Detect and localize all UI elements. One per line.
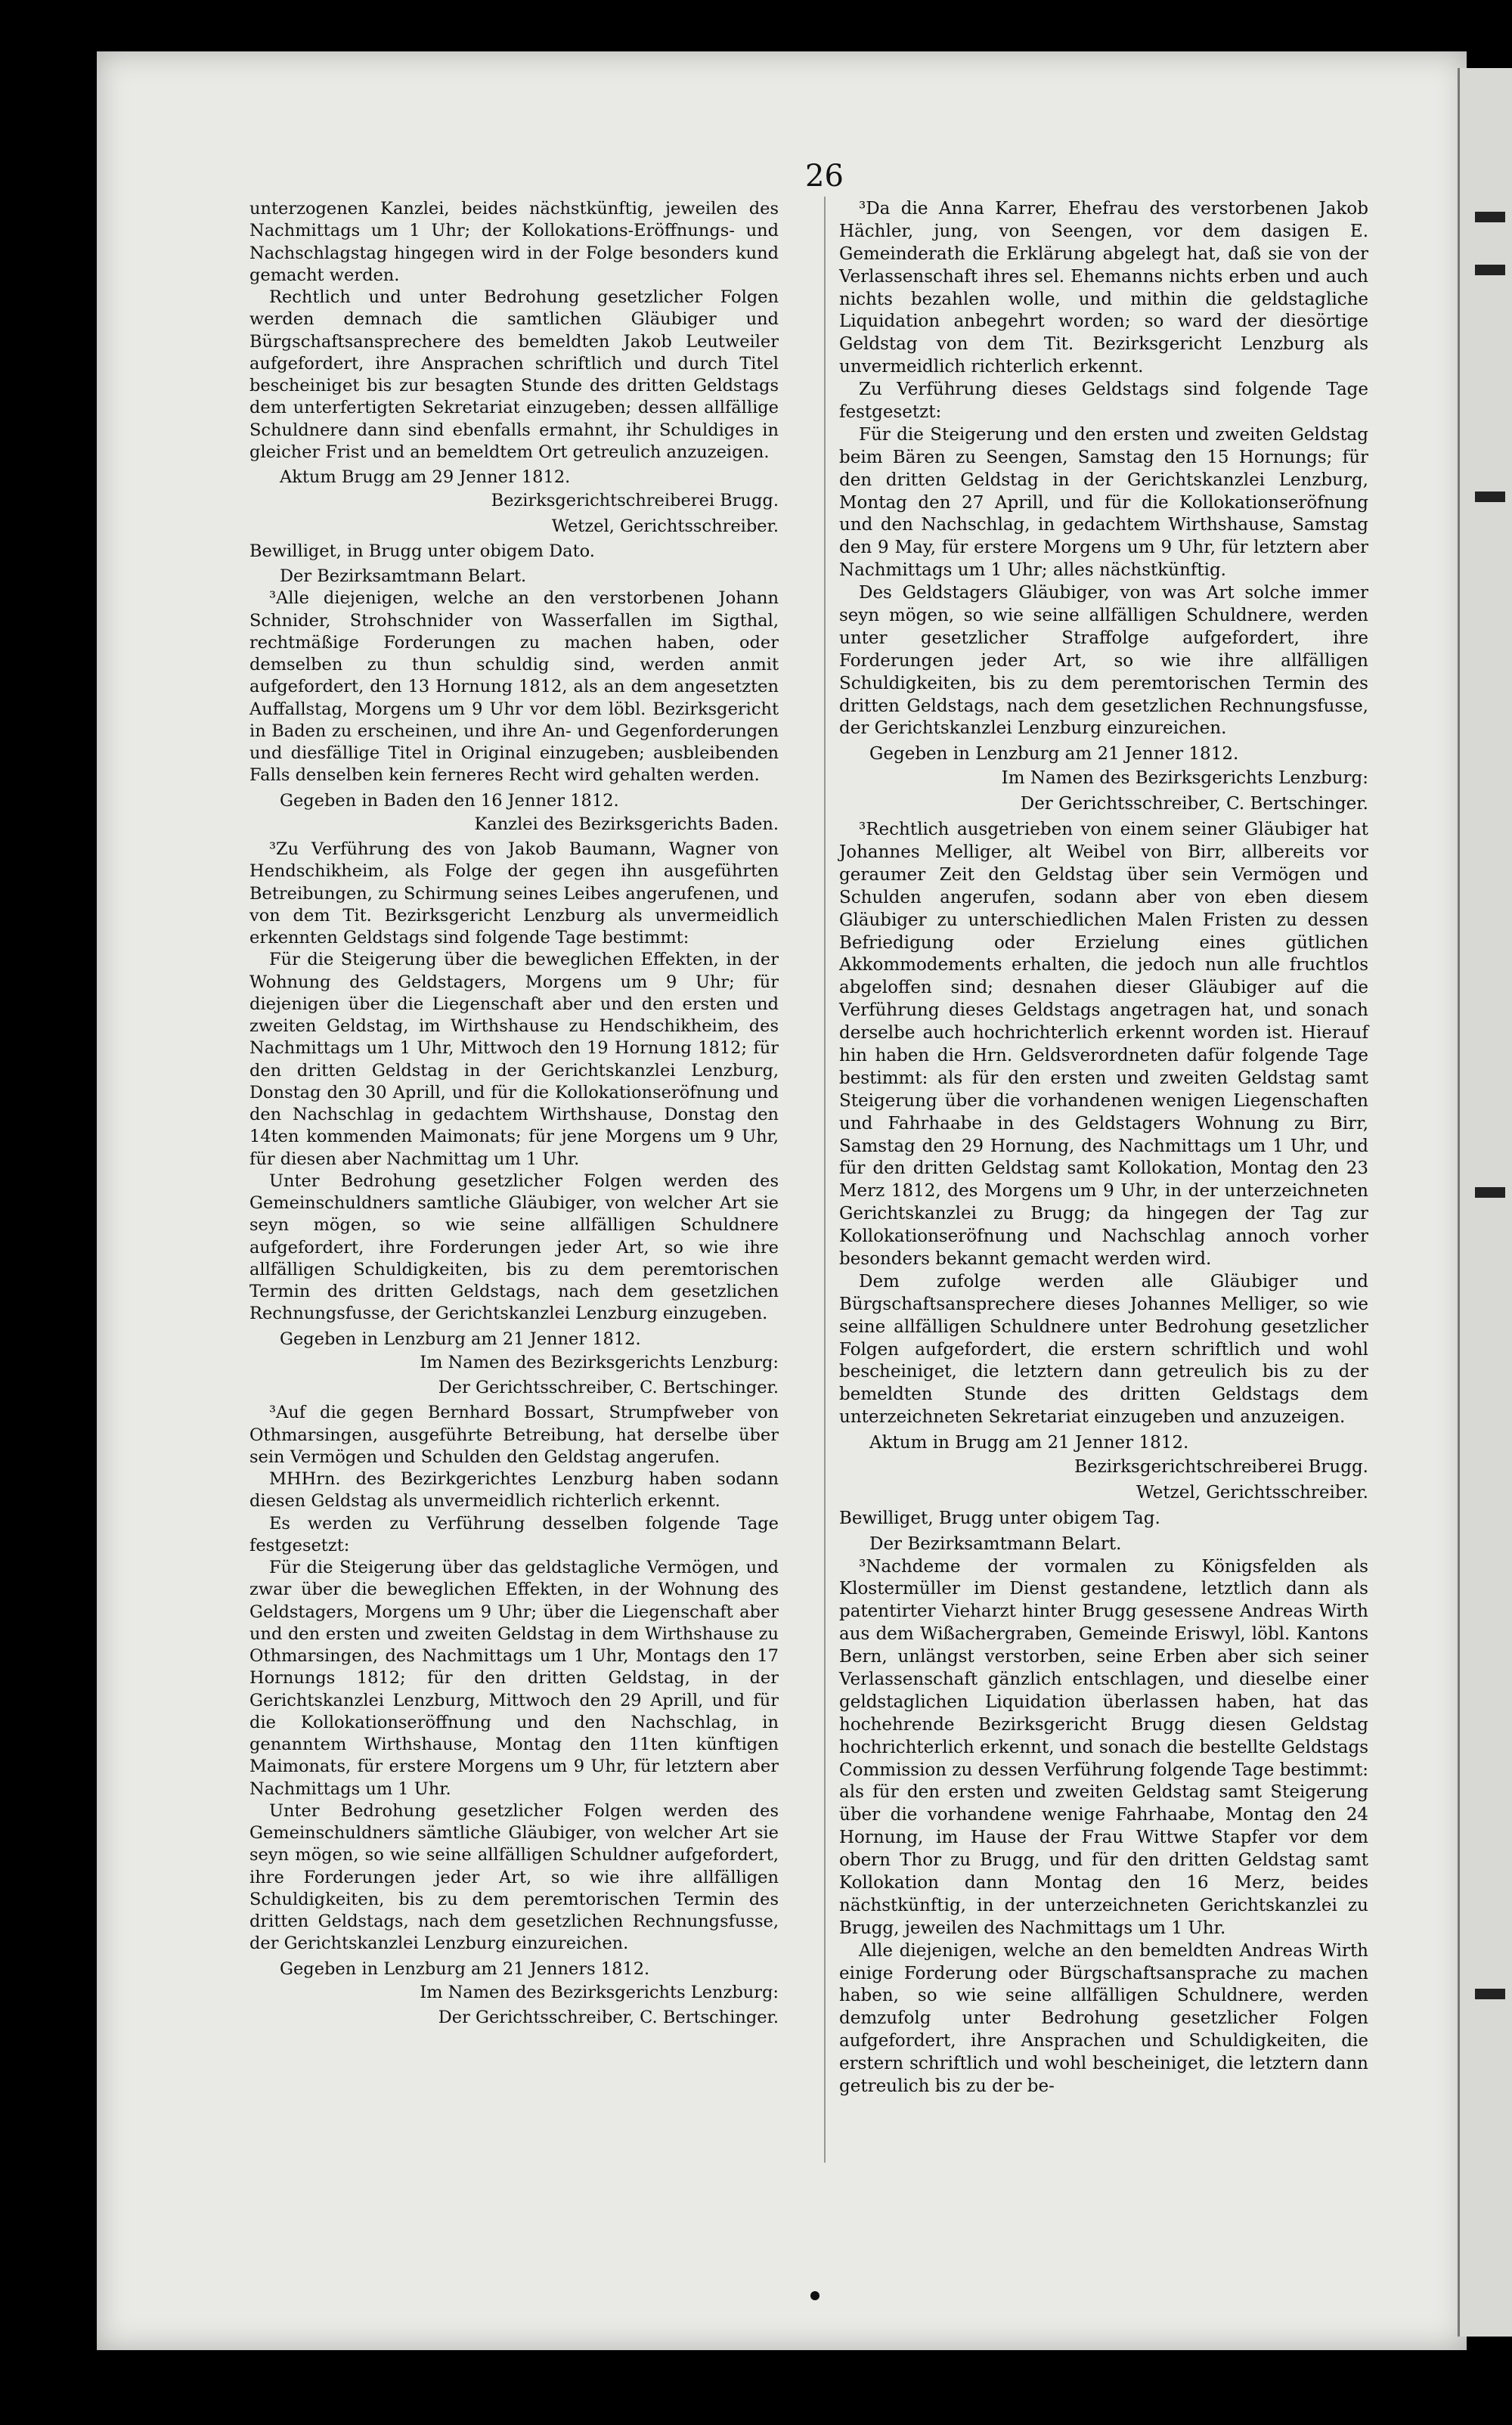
printer-dot	[810, 2291, 820, 2300]
column-divider	[824, 197, 826, 2163]
notice-paragraph: Des Geldstagers Gläubiger, von was Art solche immer seyn mögen, so wie seine allfälligen Schuldnere, werden unter gesetzlicher Straffolge aufgefordert, ihre Forderungen jeder Art, so wie ihre allfälligen Schuldigkeiten, bis zu dem peremtorischen Termin des dritten Geldstags, nach dem gesetzlichen Rechnungsfusse, der Gerichtskanzlei Lenzburg einzureichen.	[839, 583, 1368, 739]
signature-line: Bezirksgerichtschreiberei Brugg.	[491, 491, 779, 511]
signature-line: Im Namen des Bezirksgerichts Lenzburg:	[420, 1982, 779, 2002]
notice-paragraph: Für die Steigerung über die beweglichen Effekten, in der Wohnung des Geldstagers, Morgens um 9 Uhr; für diejenigen über die Liegenschaft aber und den ersten und zweiten Geldstag, im Wirthshause zu Hendschikheim, des Nachmittags um 1 Uhr, Mittwoch den 19 Hornung 1812; für den dritten Geldstag in der Gerichtskanzlei Lenzburg, Donstag den 30 Aprill, und für die Kollokationseröfnung und den Nachschlag in gedachtem Wirthshause, Donstag den 14ten kommenden Maimonats; für jene Morgens um 9 Uhr, für diesen aber Nachmittag um 1 Uhr.	[249, 950, 779, 1169]
approval-line: Bewilliget, in Brugg unter obigem Dato.	[249, 541, 595, 561]
notice-paragraph: ³Da die Anna Karrer, Ehefrau des verstorbenen Jakob Hächler, jung, von Seengen, vor dem dasigen E. Gemeinderath die Erklärung abgelegt hat, daß sie von der Verlassenschaft ihres sel. Ehemanns nichts erben und auch nichts bezahlen wolle, und mithin die geldstagliche Liquidation anbegehrt worden; so ward der diesörtige Geldstag von dem Tit. Bezirksgericht Lenzburg als unvermeidlich richterlich erkennt.	[839, 199, 1368, 377]
page-number: 26	[805, 159, 844, 194]
notice-paragraph: ³Nachdeme der vormalen zu Königsfelden als Klostermüller im Dienst gestandene, letztlich dann als patentirter Vieharzt hinter Brugg gesessene Andreas Wirth aus dem Wißachergraben, Gemeinde Eriswyl, löbl. Kantons Bern, unlängst verstorben, seine Erben aber sich seiner Verlassenschaft gänzlich entschlagen, und dieselbe einer geldstaglichen Liquidation überlassen haben, hat das hochehrende Bezirksgericht Brugg diesen Geldstag hochrichterlich erkennt, und sonach die bestellte Geldstags Commission zu dessen Verführung folgende Tage bestimmt: als für den ersten und zweiten Geldstag samt Steigerung über die vorhandene wenige Fahrhaabe, Montag den 24 Hornung, im Hause der Frau Wittwe Stapfer vor dem obern Thor zu Brugg, und für den dritten Geldstag samt Kollokation dann Montag den 16 Merz, beides nächstkünftig, in der unterzeichneten Gerichtskanzlei zu Brugg, jeweilen des Nachmittags um 1 Uhr.	[839, 1556, 1368, 1938]
notice-paragraph: Unter Bedrohung gesetzlicher Folgen werden des Gemeinschuldners samtliche Gläubiger, von welcher Art sie seyn mögen, so wie seine allfälligen Schuldnere aufgefordert, ihre Forderungen jeder Art, so wie ihre allfälligen Schuldigkeiten, bis zu dem peremtorischen Termin des dritten Geldstags, nach dem gesetzlichen Rechnungsfusse, der Gerichtskanzlei Lenzburg einzugeben.	[249, 1171, 779, 1324]
adjacent-page-mark	[1475, 492, 1505, 502]
dateline: Aktum Brugg am 29 Jenner 1812.	[280, 467, 571, 487]
dateline: Gegeben in Baden den 16 Jenner 1812.	[280, 790, 619, 811]
adjacent-page-mark	[1475, 265, 1505, 275]
signature-line: Kanzlei des Bezirksgerichts Baden.	[474, 814, 779, 834]
notice-paragraph: Für die Steigerung über das geldstagliche Vermögen, und zwar über die beweglichen Effekten, in der Wohnung des Geldstagers, Morgens um 9 Uhr; über die Liegenschaft aber und den ersten und zweiten Geldstag in dem Wirthshause zu Othmarsingen, des Nachmittags um 1 Uhr, Montags den 17 Hornungs 1812; für den dritten Geldstag, in der Gerichtskanzlei Lenzburg, Mittwoch den 29 Aprill, und für die Kollokationseröffnung und den Nachschlag, in genanntem Wirthshause, Montag den 11ten künftigen Maimonats, für erstere Morgens um 9 Uhr, für letztern aber Nachmittags um 1 Uhr.	[249, 1558, 779, 1799]
signature-line: Der Gerichtsschreiber, C. Bertschinger.	[1020, 794, 1368, 814]
signature-line: Bezirksgerichtschreiberei Brugg.	[1074, 1456, 1368, 1477]
notice-paragraph: Alle diejenigen, welche an den bemeldten Andreas Wirth einige Forderung oder Bürgschaftsansprache zu machen haben, so wie seine allfälligen Schuldnere, werden demzufolg unter Bedrohung gesetzlicher Folgen aufgefordert, ihre Ansprachen und Schuldigkeiten, die erstern schriftlich und wohl bescheiniget, die letztern dann getreulich bis zu der be-	[839, 1940, 1368, 2097]
notice-paragraph: Rechtlich und unter Bedrohung gesetzlicher Folgen werden demnach die samtlichen Gläubiger und Bürgschaftsansprechere des bemeldten Jakob Leutweiler aufgefordert, ihre Ansprachen schriftlich und durch Titel bescheiniget bis zur besagten Stunde des dritten Geldstags dem unterfertigten Sekretariat einzugeben; dessen allfällige Schuldnere dann sind ebenfalls ermahnt, ihr Schuldiges in gleicher Frist und an bemeldtem Ort getreulich anzuzeigen.	[249, 287, 779, 462]
dateline: Aktum in Brugg am 21 Jenner 1812.	[869, 1433, 1189, 1453]
notice-paragraph: Dem zufolge werden alle Gläubiger und Bürgschaftsansprechere dieses Johannes Melliger, so wie seine allfälligen Schuldnere unter Bedrohung gesetzlicher Folgen aufgefordert, die erstern schriftlich und wohl bescheiniget, die letztern dann getreulich bis zu der bemeldten Stunde des dritten Geldstags dem unterzeichneten Sekretariat einzugeben und anzuzeigen.	[839, 1271, 1368, 1428]
notice-paragraph: ³Auf die gegen Bernhard Bossart, Strumpfweber von Othmarsingen, ausgeführte Betreibung, hat derselbe über sein Vermögen und Schulden den Geldstag angerufen.	[249, 1403, 779, 1467]
signature-line: Der Gerichtsschreiber, C. Bertschinger.	[438, 1378, 779, 1397]
notice-paragraph: Unter Bedrohung gesetzlicher Folgen werden des Gemeinschuldners sämtliche Gläubiger, von welcher Art sie seyn mögen, so wie seine allfälligen Schuldner aufgefordert, ihre Forderungen jeder Art, so wie ihre allfälligen Schuldigkeiten, bis zu dem peremtorischen Termin des dritten Geldstags, nach dem gesetzlichen Rechnungsfusse, der Gerichtskanzlei Lenzburg einzureichen.	[249, 1800, 779, 1954]
adjacent-page-mark	[1475, 1989, 1505, 1999]
notice-paragraph: ³Zu Verführung des von Jakob Baumann, Wagner von Hendschikheim, als Folge der gegen ihn ausgeführten Betreibungen, zu Schirmung seines Leibes angerufenen, und von dem Tit. Bezirksgericht Lenzburg als unvermeidlich erkennten Geldstags sind folgende Tage bestimmt:	[249, 839, 779, 947]
approval-line: Bewilliget, Brugg unter obigem Tag.	[839, 1508, 1160, 1528]
signature-line: Wetzel, Gerichtsschreiber.	[551, 516, 779, 536]
notice-paragraph: unterzogenen Kanzlei, beides nächstkünftig, jeweilen des Nachmittags um 1 Uhr; der Kollokations-Eröffnungs- und Nachschlagstag hingegen wird in der Folge besonders kund gemacht werden.	[249, 199, 779, 285]
dateline: Der Bezirksamtmann Belart.	[869, 1533, 1122, 1554]
adjacent-page-mark	[1475, 212, 1505, 222]
signature-line: Im Namen des Bezirksgerichts Lenzburg:	[420, 1352, 779, 1372]
left-column	[249, 198, 779, 2032]
notice-paragraph: ³Rechtlich ausgetrieben von einem seiner Gläubiger hat Johannes Melliger, alt Weibel von Birr, allbereits vor geraumer Zeit den Geldstag über sein Vermögen und Schulden angerufen, sodann aber von eben diesem Gläubiger zu unterschiedlichen Malen Fristen zu dessen Befriedigung oder Erzielung eines gütlichen Akkommodements erhalten, die jedoch nun alle fruchtlos abgeloffen sind; desnahen dieser Gläubiger auf die Verführung dieses Geldstags angetragen hat, und sonach derselbe auch hochrichterlich erkennt worden ist. Hierauf hin haben die Hrn. Geldsverordneten dafür folgende Tage bestimmt: als für den ersten und zweiten Geldstag samt Steigerung über die vorhandenen wenigen Liegenschaften und Fahrhaabe in des Geldstagers Wohnung zu Birr, Samstag den 29 Hornung, des Nachmittags um 1 Uhr, und für den dritten Geldstag samt Kollokation, Montag den 23 Merz 1812, des Morgens um 9 Uhr, in der unterzeichneten Gerichtskanzlei zu Brugg; da hingegen der Tag zur Kollokationseröfnung und Nachschlag annoch vorher besonders bekannt gemacht werden wird.	[839, 820, 1368, 1269]
adjacent-page-mark	[1475, 1187, 1505, 1198]
signature-line: Wetzel, Gerichtsschreiber.	[1136, 1482, 1368, 1502]
notice-paragraph: Zu Verführung dieses Geldstags sind folgende Tage festgesetzt:	[839, 380, 1368, 423]
notice-paragraph: MHHrn. des Bezirkgerichtes Lenzburg haben sodann diesen Geldstag als unvermeidlich richterlich erkennt.	[249, 1469, 779, 1512]
notice-paragraph: Für die Steigerung und den ersten und zweiten Geldstag beim Bären zu Seengen, Samstag den 15 Hornungs; für den dritten Geldstag in der Gerichtskanzlei Lenzburg, Montag den 27 Aprill, und für die Kollokationseröfnung und den Nachschlag, in gedachtem Wirthshause, Samstag den 9 May, für erstere Morgens um 9 Uhr, für letztern aber Nachmittags um 1 Uhr; alles nächstkünftig.	[839, 424, 1368, 581]
notice-paragraph: Es werden zu Verführung desselben folgende Tage festgesetzt:	[249, 1513, 779, 1555]
dateline: Gegeben in Lenzburg am 21 Jenner 1812.	[869, 744, 1239, 764]
dateline: Der Bezirksamtmann Belart.	[280, 566, 527, 586]
dateline: Gegeben in Lenzburg am 21 Jenner 1812.	[280, 1329, 641, 1349]
adjacent-page-edge	[1458, 68, 1512, 2337]
dateline: Gegeben in Lenzburg am 21 Jenners 1812.	[280, 1958, 650, 1979]
signature-line: Der Gerichtsschreiber, C. Bertschinger.	[438, 2008, 779, 2027]
signature-line: Im Namen des Bezirksgerichts Lenzburg:	[1001, 768, 1368, 789]
notice-paragraph: ³Alle diejenigen, welche an den verstorbenen Johann Schnider, Strohschnider von Wasserfallen im Sigthal, rechtmäßige Forderungen zu machen haben, oder demselben zu thun schuldig sind, werden anmit aufgefordert, den 13 Hornung 1812, als an dem angesetzten Auffallstag, Morgens um 9 Uhr vor dem löbl. Bezirksgericht in Baden zu erscheinen, und ihre An- und Gegenforderungen und diesfällige Titel in Original einzugeben; ausbleibenden Falls denselben kein ferneres Recht wird gehalten werden.	[249, 588, 779, 786]
right-column	[839, 198, 1368, 2098]
